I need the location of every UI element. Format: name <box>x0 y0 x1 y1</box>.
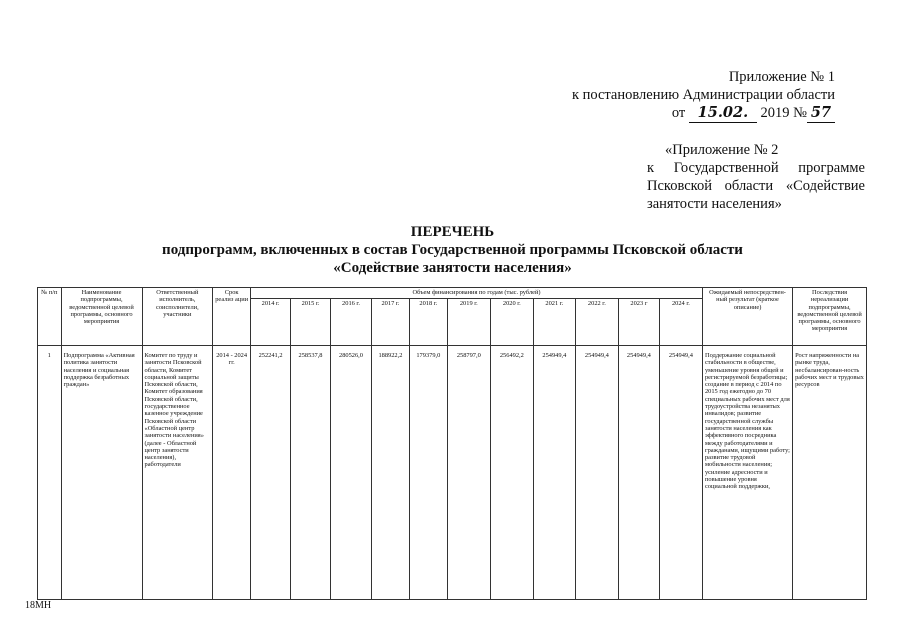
appendix1-block <box>572 68 835 123</box>
appendix2-line2 <box>647 159 865 177</box>
row-value: 252241,2 <box>251 346 291 600</box>
handwritten-date: 15.02. <box>689 104 757 123</box>
header-year: 2015 г. <box>291 299 331 346</box>
row-executor: Комитет по труду и занятости Псковской области, Комитет социальной защиты Псковской области, Комитет образования Псковской области, государственное казенное учреждение Псковской области «Областной центр занятости населения» (далее - Областной центр занятости населения), работодатели <box>142 346 213 600</box>
row-value: 280526,0 <box>331 346 372 600</box>
word: Псковской <box>647 178 712 194</box>
header-funding: Объем финансирования по годам (тыс. рублей) <box>251 288 703 299</box>
header-year: 2023 г <box>618 299 659 346</box>
header-year: 2019 г. <box>447 299 490 346</box>
row-value: 254949,4 <box>575 346 618 600</box>
header-year: 2016 г. <box>331 299 372 346</box>
row-value: 188922,2 <box>371 346 409 600</box>
header-year: 2014 г. <box>251 299 291 346</box>
footer-mark: 18МН <box>25 600 52 611</box>
appendix2-block <box>647 141 865 213</box>
word: «Содействие <box>785 178 865 194</box>
document-title <box>0 223 905 277</box>
row-result: Поддержание социальной стабильности в обществе, уменьшение уровня общей и регистрируемой безработицы; создание в период с 2014 по 2015 год ежегодно до 70 специальных рабочих мест для трудоустройства незанятых инвалидов; развитие государственной службы занятости населения как эффективного посредника между работодателями и гражданами, ищущими работу; развитие трудовой мобильности населения; усиление адресности и повышение уровня социальной поддержки, <box>702 346 792 600</box>
row-num: 1 <box>38 346 62 600</box>
header-year: 2017 г. <box>371 299 409 346</box>
row-value: 254949,4 <box>533 346 575 600</box>
number-prefix: № <box>793 105 807 121</box>
row-value: 258797,0 <box>447 346 490 600</box>
row-value: 179379,0 <box>409 346 447 600</box>
resolution-year: 2019 <box>760 105 790 121</box>
appendix2-title: «Приложение № 2 <box>665 142 779 158</box>
date-prefix: от <box>671 105 686 121</box>
header-year: 2020 г. <box>490 299 533 346</box>
table-row <box>38 346 867 600</box>
row-value: 254949,4 <box>618 346 659 600</box>
header-result: Ожидаемый непосредствен-ный результат (краткое описание) <box>702 288 792 346</box>
appendix2-line4: занятости населения» <box>647 196 782 212</box>
appendix2-line3 <box>647 177 865 195</box>
header-name: Наименование подпрограммы, ведомственной целевой программы, основного мероприятия <box>61 288 142 346</box>
word: Государственной <box>673 160 779 176</box>
row-consequence: Рост напряженности на рынке труда, несбалансирован-ность рабочих мест и трудовых ресурсов <box>793 346 867 600</box>
header-year: 2022 г. <box>575 299 618 346</box>
word: к <box>647 160 655 176</box>
appendix1-resolution: к постановлению Администрации области <box>571 87 835 103</box>
header-term: Срок реализ ации <box>213 288 251 346</box>
appendix1-title: Приложение № 1 <box>728 69 835 85</box>
handwritten-number: 57 <box>807 104 835 123</box>
row-value: 258537,8 <box>291 346 331 600</box>
row-term: 2014 - 2024 гг. <box>213 346 251 600</box>
subprograms-table <box>37 287 867 600</box>
header-executor: Ответственный исполнитель, соисполнители, участники <box>142 288 213 346</box>
word: области <box>724 178 774 194</box>
header-num: № п/п <box>38 288 62 346</box>
header-year: 2024 г. <box>659 299 702 346</box>
title-line3: «Содействие занятости населения» <box>333 260 572 276</box>
header-year: 2018 г. <box>409 299 447 346</box>
header-year: 2021 г. <box>533 299 575 346</box>
title-heading: ПЕРЕЧЕНЬ <box>410 224 495 240</box>
appendix1-date-line <box>572 104 835 123</box>
row-name: Подпрограмма «Активная политика занятости населения и социальная поддержка безработных граждан» <box>61 346 142 600</box>
row-value: 254949,4 <box>659 346 702 600</box>
row-value: 256492,2 <box>490 346 533 600</box>
header-consequence: Последствия нереализации подпрограммы, ведомственной целевой программы, основного мероприятия <box>793 288 867 346</box>
word: программе <box>798 160 865 176</box>
title-line2: подпрограмм, включенных в состав Государственной программы Псковской области <box>162 242 743 258</box>
